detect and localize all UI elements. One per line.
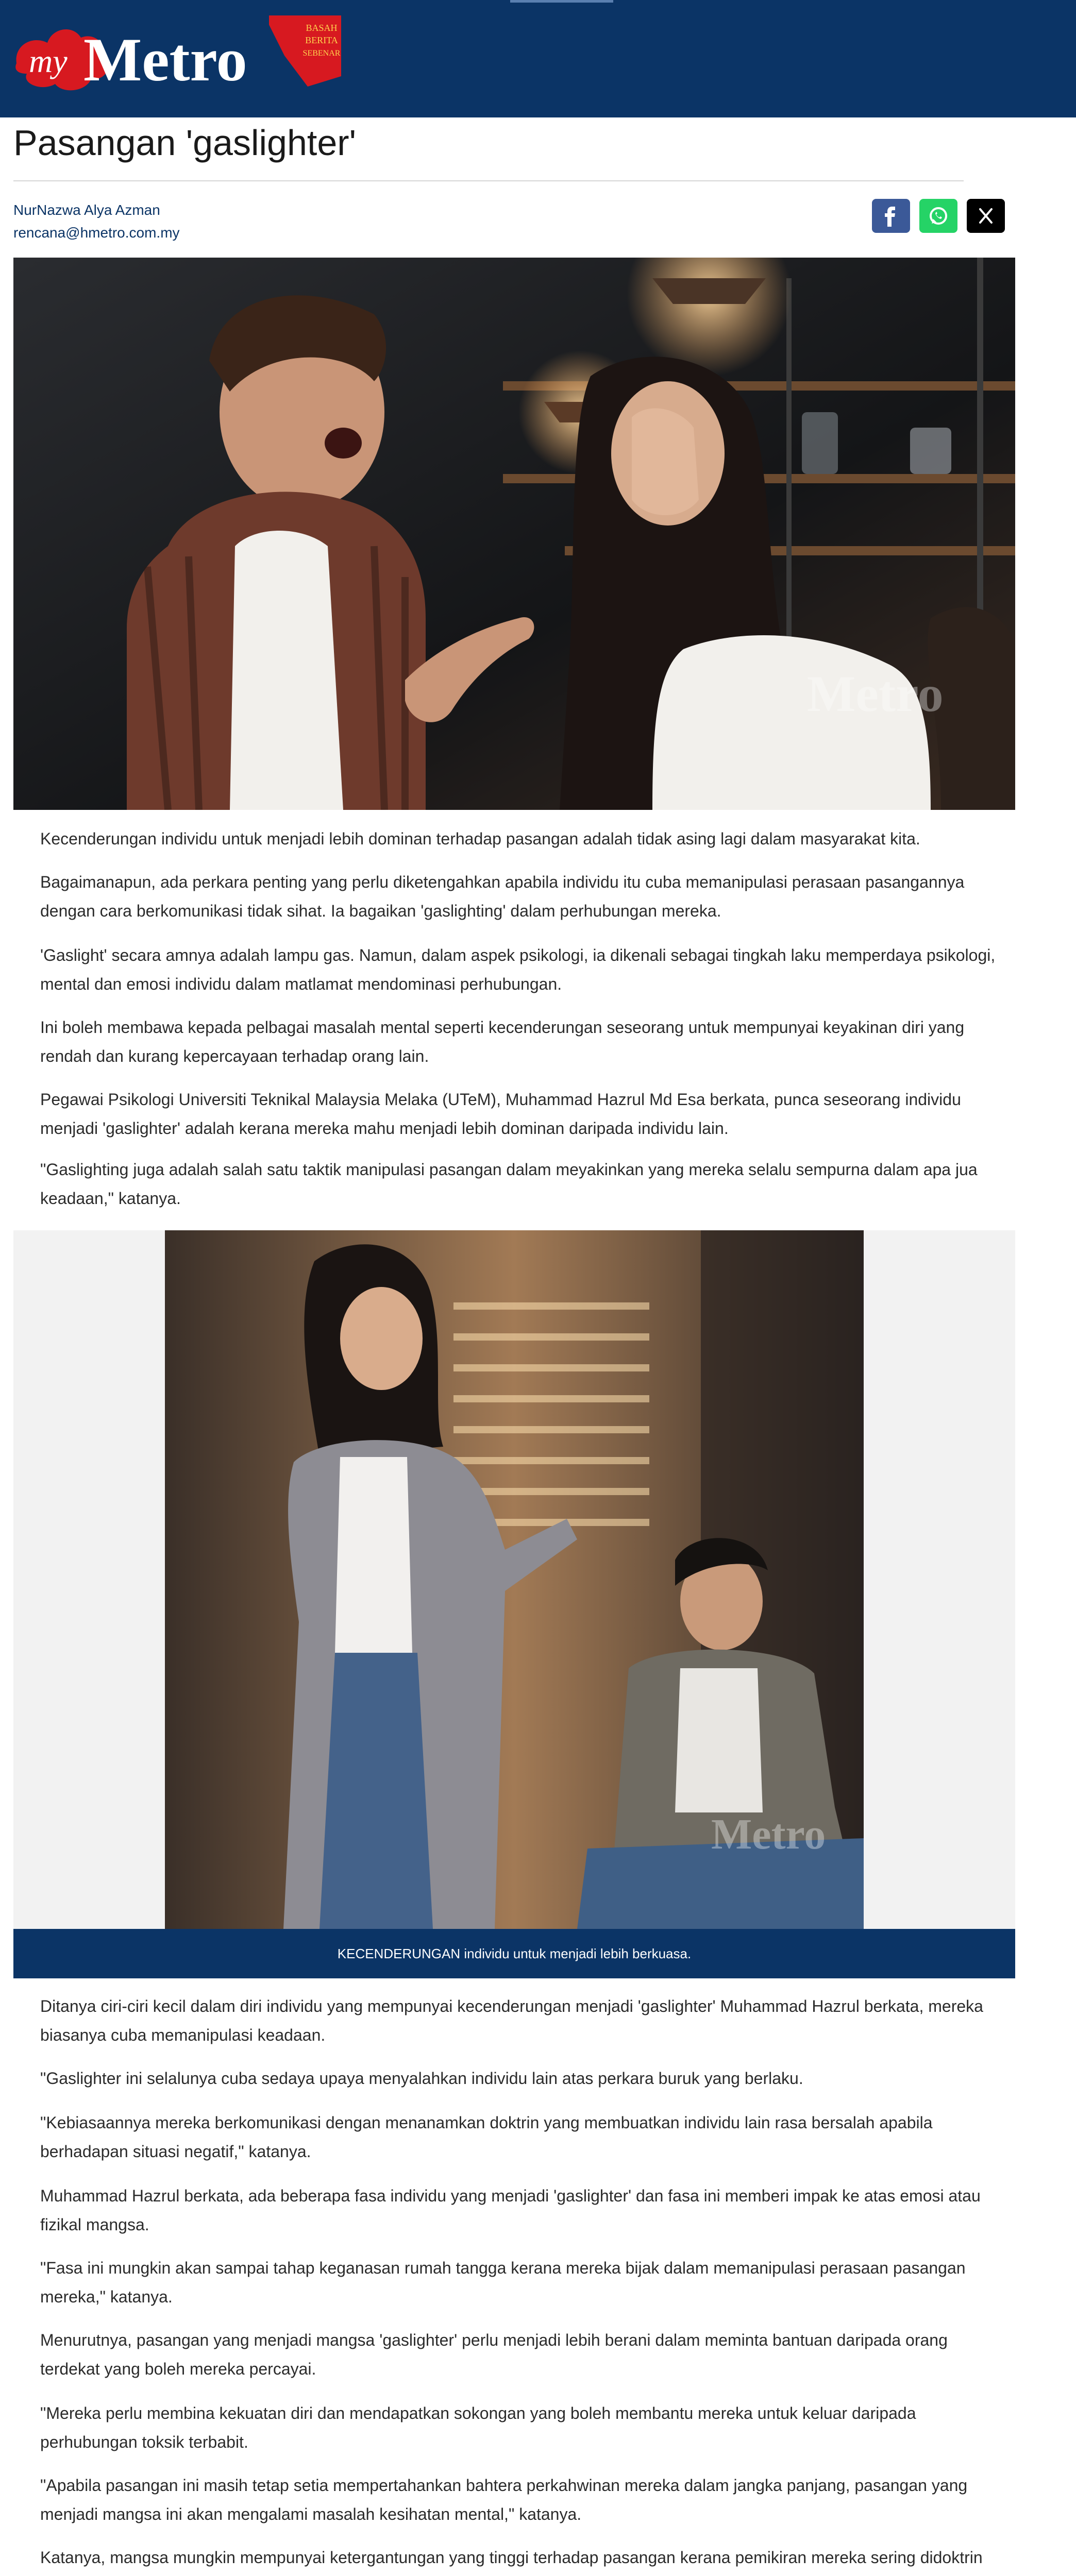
- mymetro-logo[interactable]: [11, 14, 346, 102]
- hero-image: [13, 258, 1015, 810]
- paragraph-14: "Apabila pasangan ini masih tetap setia mempertahankan bahtera perkahwinan mereka dalam jangka panjang, pasangan yang menjadi mangsa ini akan mengalami masalah kesihatan mental," katanya.: [40, 2476, 968, 2523]
- site-header: [0, 0, 1076, 117]
- figure-caption-bar: [13, 1929, 1015, 1978]
- article-title: Pasangan 'gaslighter': [13, 123, 356, 163]
- logo-prefix: my: [29, 43, 68, 79]
- logo-name: Metro: [83, 25, 247, 94]
- paragraph-10: Muhammad Hazrul berkata, ada beberapa fasa individu yang menjadi 'gaslighter' dan fasa ini memberi impak ke atas emosi atau fizikal mangsa.: [40, 2187, 981, 2234]
- paragraph-3: 'Gaslight' secara amnya adalah lampu gas. Namun, dalam aspek psikologi, ia dikenali sebagai tingkah laku memperdaya psikologi, mental dan emosi individu dalam matlamat mendominasi perhubungan.: [40, 946, 996, 993]
- paragraph-12: Menurutnya, pasangan yang menjadi mangsa 'gaslighter' perlu menjadi lebih berani dalam meminta bantuan daripada orang terdekat yang boleh mereka percayai.: [40, 2331, 948, 2378]
- paragraph-9: "Kebiasaannya mereka berkomunikasi dengan menanamkan doktrin yang membuatkan individu lain rasa bersalah apabila berhadapan situasi negatif," katanya.: [40, 2113, 933, 2161]
- x-icon: [967, 199, 1005, 233]
- whatsapp-share-button[interactable]: [919, 199, 957, 233]
- figure-image: [165, 1230, 864, 1929]
- author-email[interactable]: rencana@hmetro.com.my: [13, 225, 180, 241]
- author-name[interactable]: NurNazwa Alya Azman: [13, 202, 160, 218]
- paragraph-8: "Gaslighter ini selalunya cuba sedaya upaya menyalahkan individu lain atas perkara buruk yang berlaku.: [40, 2069, 803, 2088]
- title-divider: [13, 180, 964, 181]
- paragraph-7: Ditanya ciri-ciri kecil dalam diri individu yang mempunyai kecenderungan menjadi 'gaslighter' Muhammad Hazrul berkata, mereka biasanya cuba memanipulasi keadaan.: [40, 1997, 983, 2044]
- figure-watermark: Metro: [711, 1810, 826, 1858]
- hero-watermark: Metro: [807, 665, 944, 722]
- article-figure: [13, 1230, 1015, 1929]
- paragraph-15: Katanya, mangsa mungkin mempunyai ketergantungan yang tinggi terhadap pasangan kerana pemikiran mereka sering didoktrin: [40, 2548, 983, 2567]
- whatsapp-icon: [919, 199, 957, 233]
- paragraph-4: Ini boleh membawa kepada pelbagai masalah mental seperti kecenderungan seseorang untuk mempunyai keyakinan diri yang rendah dan kurang kepercayaan terhadap orang lain.: [40, 1018, 965, 1065]
- paragraph-2: Bagaimanapun, ada perkara penting yang perlu diketengahkan apabila individu itu cuba memanipulasi perasaan pasangannya dengan cara berkomunikasi tidak sihat. Ia bagaikan 'gaslighting' dalam perhubungan mereka.: [40, 873, 965, 920]
- paragraph-1: Kecenderungan individu untuk menjadi lebih dominan terhadap pasangan adalah tidak asing lagi dalam masyarakat kita.: [40, 829, 920, 848]
- paragraph-13: "Mereka perlu membina kekuatan diri dan mendapatkan sokongan yang boleh membantu mereka untuk keluar daripada perhubungan toksik terbabit.: [40, 2404, 916, 2451]
- badge-line-2: BERITA: [305, 35, 338, 45]
- header-accent-strip: [510, 0, 613, 3]
- badge-line-1: BASAH: [306, 23, 338, 33]
- paragraph-11: "Fasa ini mungkin akan sampai tahap keganasan rumah tangga kerana mereka bijak dalam memanipulasi perasaan pasangan mereka," katanya.: [40, 2259, 966, 2306]
- badge-line-3: SEBENAR: [302, 49, 341, 58]
- facebook-icon: [872, 199, 910, 233]
- paragraph-6: "Gaslighting juga adalah salah satu taktik manipulasi pasangan dalam meyakinkan yang mereka selalu sempurna dalam apa jua keadaan," katanya.: [40, 1160, 978, 1208]
- figure-caption: KECENDERUNGAN individu untuk menjadi lebih berkuasa.: [337, 1945, 692, 1961]
- paragraph-5: Pegawai Psikologi Universiti Teknikal Malaysia Melaka (UTeM), Muhammad Hazrul Md Esa berkata, punca seseorang individu menjadi 'gaslighter' adalah kerana mereka mahu menjadi lebih dominan daripada individu lain.: [40, 1090, 961, 1138]
- x-share-button[interactable]: [967, 199, 1005, 233]
- facebook-share-button[interactable]: [872, 199, 910, 233]
